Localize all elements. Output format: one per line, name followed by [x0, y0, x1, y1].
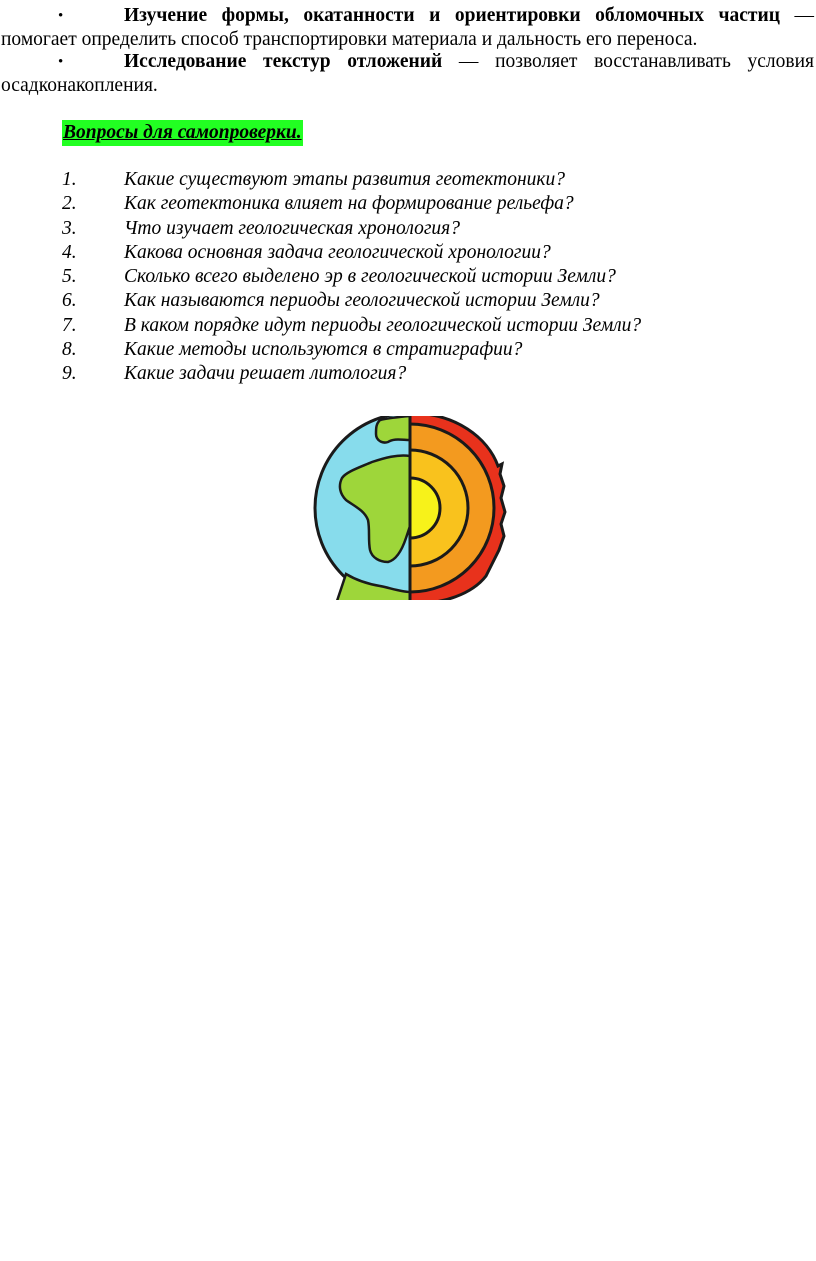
question-text: Как геотектоника влияет на формирование рельефа?: [124, 193, 574, 215]
question-number: 5.: [62, 266, 77, 288]
question-text: Что изучает геологическая хронология?: [124, 217, 460, 239]
bullet-item: [0, 49, 816, 96]
question-text: Какие задачи решает литология?: [124, 363, 407, 385]
question-number: 8.: [62, 339, 77, 361]
question-text: Сколько всего выделено эр в геологической истории Земли?: [124, 266, 616, 288]
question-number: 6.: [62, 290, 77, 312]
question-text: Какие существуют этапы развития геотектоники?: [124, 169, 566, 190]
question-text: Какова основная задача геологической хронологии?: [124, 241, 551, 263]
bullet-continuation: помогает определить способ транспортировки материала и дальность его переноса.: [1, 29, 698, 50]
bullet-bold-text: Изучение формы, окатанности и ориентировки обломочных частиц: [124, 5, 780, 26]
bullet-item: [0, 3, 816, 50]
question-text: Как называются периоды геологической истории Земли?: [124, 290, 600, 312]
earth-cross-section-icon: [306, 416, 510, 600]
question-number: 9.: [62, 363, 77, 385]
question-number: 1.: [62, 169, 77, 190]
question-number: 4.: [62, 241, 77, 263]
questions-heading: Вопросы для самопроверки.: [62, 120, 303, 146]
question-text: В каком порядке идут периоды геологической истории Земли?: [124, 314, 642, 336]
bullet-dash-text: —: [779, 5, 815, 26]
bullet-dash-text: — позволяет восстанавливать условия: [442, 51, 814, 72]
question-number: 7.: [62, 314, 77, 336]
bullet-marker: •: [58, 8, 64, 24]
bullet-marker: •: [58, 54, 64, 70]
bullet-continuation: осадконакопления.: [1, 75, 158, 96]
question-number: 3.: [62, 217, 77, 239]
question-number: 2.: [62, 193, 77, 215]
question-text: Какие методы используются в стратиграфии?: [124, 339, 523, 361]
bullet-bold-text: Исследование текстур отложений: [124, 51, 443, 72]
continent-top-shape: [376, 416, 410, 443]
